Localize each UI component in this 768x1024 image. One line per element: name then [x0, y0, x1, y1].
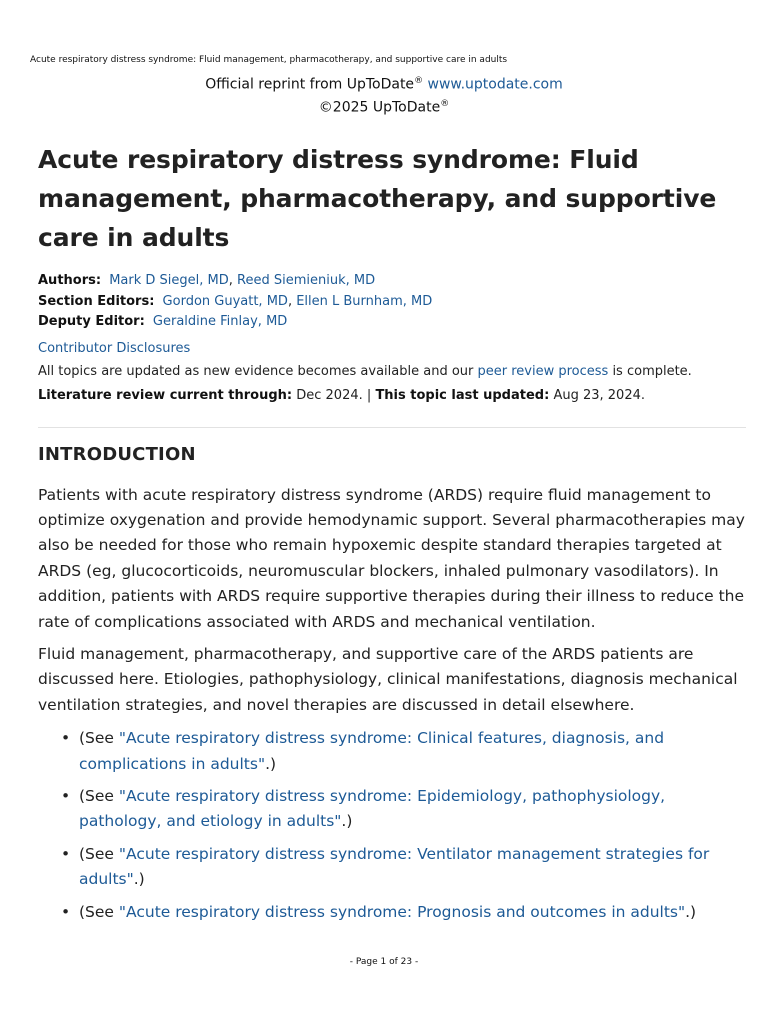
section-editor-link[interactable]: Gordon Guyatt, MD — [162, 293, 288, 309]
reprint-line — [0, 72, 768, 95]
list-item — [61, 726, 746, 777]
update-note-suffix: is complete. — [608, 363, 692, 379]
uptodate-link[interactable]: www.uptodate.com — [427, 76, 563, 93]
see-prefix: (See — [79, 729, 119, 748]
deputy-editor-row — [38, 312, 746, 333]
see-prefix: (See — [79, 786, 119, 805]
update-note — [38, 364, 746, 379]
literature-review-value: Dec 2024. — [296, 387, 363, 403]
section-heading: INTRODUCTION — [38, 443, 196, 465]
paragraph: Patients with acute respiratory distress syndrome (ARDS) require fluid management to optimize oxygenation and provide hemodynamic support. Several pharmacotherapies may also be needed for those who remain hypoxemic despite standard therapies targeted at ARDS (eg, glucocorticoids, neuromuscular blockers, inhaled pulmonary vasodilators). In addition, patients with ARDS require supportive therapies during their illness to reduce the rate of complications associated with ARDS and mechanical ventilation. — [38, 485, 745, 631]
section-editors-row: Section Editors: Gordon Guyatt, MD, Ellen L Burnham, MD — [38, 293, 433, 309]
list-item — [61, 784, 746, 835]
deputy-editor-link[interactable]: Geraldine Finlay, MD — [152, 314, 288, 329]
bullet-icon: • — [61, 786, 71, 805]
contributors-block — [38, 271, 746, 333]
contributor-disclosures-link[interactable]: Contributor Disclosures — [38, 340, 191, 356]
see-also-list — [38, 726, 746, 925]
last-updated-value: Aug 23, 2024. — [553, 387, 645, 403]
see-suffix: .) — [265, 754, 277, 773]
topic-link[interactable]: "Acute respiratory distress syndrome: Epidemiology, pathophysiology, pathology, and etiology in adults" — [79, 786, 666, 831]
topic-link[interactable]: "Acute respiratory distress syndrome: Prognosis and outcomes in adults" — [118, 902, 686, 921]
see-suffix: .) — [133, 870, 145, 889]
paragraph: Fluid management, pharmacotherapy, and supportive care of the ARDS patients are discussed here. Etiologies, pathophysiology, clinical manifestations, diagnosis mechanical ventilation strategies, and novel therapies are discussed in detail elsewhere. — [38, 644, 738, 714]
section-divider — [38, 427, 746, 428]
page-footer: - Page 1 of 23 - — [349, 957, 419, 967]
running-header: Acute respiratory distress syndrome: Fluid management, pharmacotherapy, and supportive care in adults — [30, 55, 508, 65]
bullet-icon: • — [61, 729, 71, 748]
article-content — [38, 140, 746, 932]
section-editor-link[interactable]: Ellen L Burnham, MD — [296, 293, 433, 309]
registered-mark: ® — [414, 76, 424, 86]
literature-review-label: Literature review current through: — [38, 387, 293, 403]
reprint-prefix: Official reprint from UpToDate — [205, 76, 415, 93]
copyright-registered-mark: ® — [440, 98, 450, 109]
disclosures-row — [38, 341, 746, 356]
list-item — [61, 900, 746, 925]
author-link[interactable]: Reed Siemieniuk, MD — [237, 273, 376, 288]
authors-row: Authors: Mark D Siegel, MD, Reed Siemieniuk, MD — [38, 273, 376, 288]
topic-link[interactable]: "Acute respiratory distress syndrome: Clinical features, diagnosis, and complications in adults" — [79, 729, 665, 773]
reprint-notice — [0, 72, 768, 117]
copyright-line — [0, 95, 768, 118]
topic-link[interactable]: "Acute respiratory distress syndrome: Ventilator management strategies for adults" — [79, 844, 710, 889]
see-prefix: (See — [79, 902, 119, 921]
literature-review-row — [38, 388, 746, 403]
see-suffix: .) — [685, 902, 697, 921]
introduction-body — [38, 483, 746, 926]
copyright-text: ©2025 UpToDate — [318, 99, 441, 116]
see-suffix: .) — [341, 812, 353, 831]
section-editors-label: Section Editors: — [38, 293, 155, 309]
bullet-icon: • — [61, 902, 71, 921]
last-updated-label: This topic last updated: — [375, 387, 550, 403]
author-link[interactable]: Mark D Siegel, MD — [109, 273, 229, 288]
authors-label: Authors: — [38, 273, 102, 288]
see-prefix: (See — [79, 844, 119, 863]
separator: | — [366, 387, 372, 403]
update-note-text: All topics are updated as new evidence becomes available and our — [38, 363, 478, 379]
page-title: Acute respiratory distress syndrome: Fluid management, pharmacotherapy, and supportive care in adults — [38, 145, 717, 252]
bullet-icon: • — [61, 844, 71, 863]
list-item — [61, 842, 746, 893]
deputy-editor-label: Deputy Editor: — [38, 314, 145, 329]
peer-review-link[interactable]: peer review process — [477, 363, 609, 379]
